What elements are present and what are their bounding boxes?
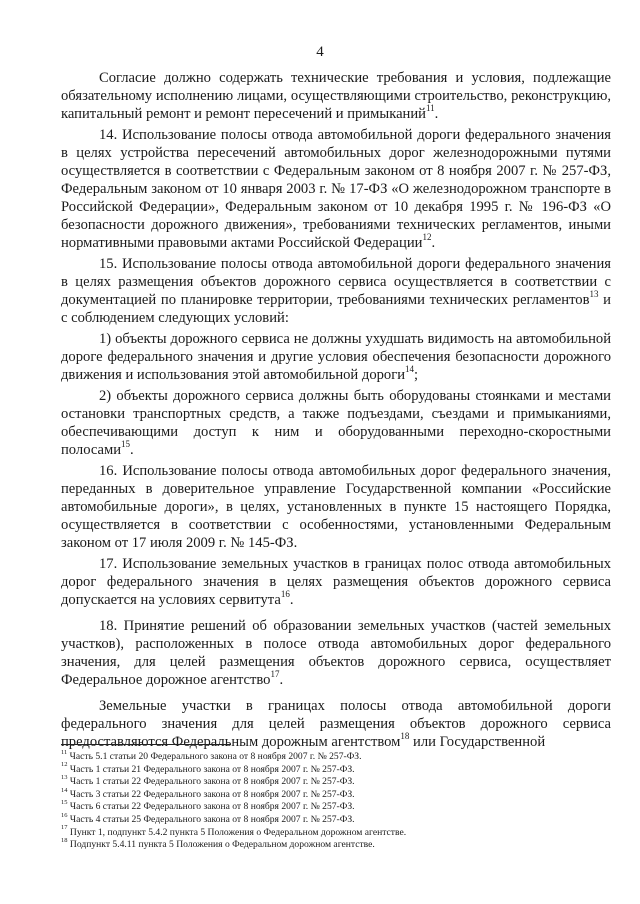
footnote: $^{18}$ Подпункт 5.4.11 пункта 5 Положения о Федеральном дорожном агентстве. xyxy=(61,836,375,851)
footnote-ref: 14 xyxy=(405,364,414,375)
footnote-ref: 13 xyxy=(589,289,599,300)
page-number: 4 xyxy=(316,44,324,60)
footnote: $^{15}$ Часть 6 статьи 22 Федерального закона от 8 ноября 2007 г. № 257-ФЗ. xyxy=(61,799,355,813)
paragraph-18: 18. Принятие решений об образовании земельных участков (частей земельных участков), расположенных в полосе отвода автомобильных дорог федерального значения, для целей размещения объектов дорожного сервиса, осуществляет Федеральное дорожное агентство$^{17}$. xyxy=(61,618,611,688)
footnote-ref: 11 xyxy=(425,103,435,114)
paragraph-15-item-2: 2) объекты дорожного сервиса должны быть оборудованы стоянками и местами остановки транспортных средств, а также подъездами, съездами и примыканиями, обеспечивающими доступ к ним и оборудованными переходно-скоростными полосами$^{15}$. xyxy=(61,388,611,458)
footnote-separator xyxy=(61,744,231,745)
footnote-ref: 18 xyxy=(400,731,410,742)
document-body xyxy=(61,69,611,754)
footnote-ref: 16 xyxy=(280,589,290,600)
paragraph-15-item-1: 1) объекты дорожного сервиса не должны ухудшать видимость на автомобильной дороге федерального значения и другие условия обеспечения безопасности дорожного движения и использования этой автомобильной дороги$^{14}$; xyxy=(61,331,611,383)
footnote-ref: 12 xyxy=(422,232,432,243)
footnote: $^{12}$ Часть 1 статьи 21 Федерального закона от 8 ноября 2007 г. № 257-ФЗ. xyxy=(61,761,355,775)
paragraph-15: 15. Использование полосы отвода автомобильной дороги федерального значения в целях размещения объектов дорожного сервиса осуществляется в соответствии с документацией по планировке территории, требованиями технических регламентов$^{13}$ и с соблюдением следующих условий: xyxy=(61,256,611,326)
paragraph-16: 16. Использование полосы отвода автомобильных дорог федерального значения, переданных в доверительное управление Государственной компании «Российские автомобильные дороги», в целях, установленных в пункте 15 настоящего Порядка, осуществляется в соответствии с особенностями, установленными Федеральным законом от 17 июля 2009 г. № 145-ФЗ. xyxy=(61,463,611,551)
footnote-ref: 15 xyxy=(121,439,131,450)
paragraph-17: 17. Использование земельных участков в границах полос отвода автомобильных дорог федерального значения в целях размещения объектов дорожного сервиса допускается на условиях сервитута$^{16}$. xyxy=(61,556,611,608)
footnote-ref: 17 xyxy=(270,669,280,680)
footnotes-list xyxy=(61,748,611,852)
footnote: $^{11}$ Часть 5.1 статьи 20 Федерального закона от 8 ноября 2007 г. № 257-ФЗ. xyxy=(61,748,362,762)
paragraph-land-plots: Земельные участки в границах полосы отвода автомобильной дороги федерального значения для целей размещения объектов дорожного сервиса предоставляются Федеральным дорожным агентством$^{18}$ или Государственной xyxy=(61,698,611,750)
paragraph-consent-requirements: Согласие должно содержать технические требования и условия, подлежащие обязательному исполнению лицами, осуществляющими строительство, реконструкцию, капитальный ремонт и ремонт пересечений и примыканий$^{11}$. xyxy=(61,70,611,122)
footnote: $^{16}$ Часть 4 статьи 25 Федерального закона от 8 ноября 2007 г. № 257-ФЗ. xyxy=(61,811,355,825)
footnote: $^{14}$ Часть 3 статьи 22 Федерального закона от 8 ноября 2007 г. № 257-ФЗ. xyxy=(61,786,355,800)
footnote: $^{13}$ Часть 1 статьи 22 Федерального закона от 8 ноября 2007 г. № 257-ФЗ. xyxy=(61,774,355,788)
footnote: $^{17}$ Пункт 1, подпункт 5.4.2 пункта 5 Положения о Федеральном дорожном агентстве. xyxy=(61,824,407,838)
paragraph-14: 14. Использование полосы отвода автомобильной дороги федерального значения в целях устройства пересечений автомобильных дорог железнодорожными путями осуществляется в соответствии с Федеральным законом от 8 ноября 2007 г. № 257-ФЗ, Федеральным законом от 10 января 2003 г. № 17-ФЗ «О железнодорожном транспорте в Российской Федерации», Федеральным законом от 10 декабря 1995 г. № 196-ФЗ «О безопасности дорожного движения», требованиями технических регламентов, иными нормативными правовыми актами Российской Федерации$^{12}$. xyxy=(61,127,611,251)
